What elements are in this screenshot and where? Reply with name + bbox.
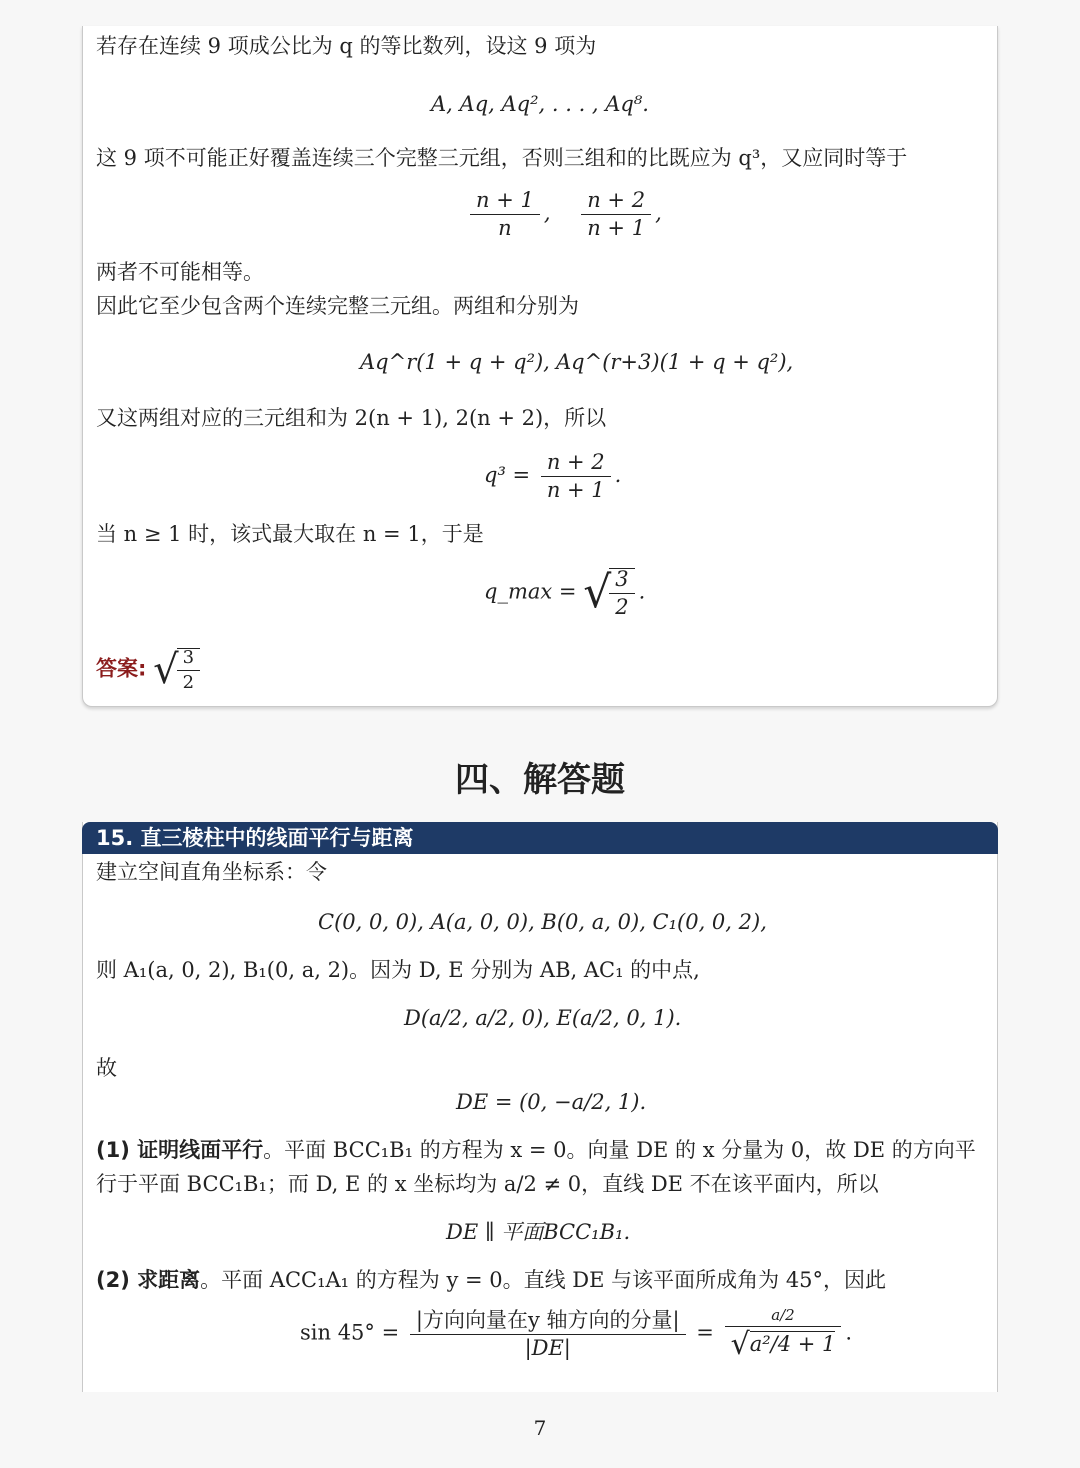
section-title: 四、解答题 <box>455 760 625 800</box>
fraction-numerator: |方向向量在y 轴方向的分量| <box>410 1310 686 1335</box>
formula-lhs: q_max = <box>484 579 577 604</box>
formula-q-cubed: q³ = $\frac{n + 2}{n + 1}$ . <box>484 450 622 502</box>
formula-fractions: $\frac{n + 1}{n}$ , $\frac{n + 2}{n + 1}$ , <box>466 190 662 239</box>
formula-parallel: DE ∥ 平面BCC₁B₁. <box>446 1220 631 1244</box>
formula-lhs: q³ = <box>484 463 531 487</box>
fraction-numerator: 3 <box>609 569 634 594</box>
text-line <box>96 1270 886 1291</box>
fraction-numerator: n + 2 <box>581 190 651 215</box>
formula-group-sum-2: Aq^(r+3)(1 + q + q²), <box>556 350 794 374</box>
formula-sin45: sin 45° = $\frac{\text{|方向向量在y 轴方向的分量|}}{|DE|}$ = $\frac{a/2}{\text{√a²/4 + 1}}$ . <box>300 1306 853 1362</box>
text-line: 建立空间直角坐标系：令 <box>96 860 327 884</box>
formula-coordinates: C(0, 0, 0), A(a, 0, 0), B(0, a, 0), C₁(0, 0, 2), <box>318 910 767 934</box>
fraction-numerator: a/2 <box>725 1308 842 1327</box>
answer-label: 答案: <box>96 656 147 681</box>
cube-root-sign: √ <box>583 567 612 618</box>
cube-root-sign: √ <box>153 647 179 693</box>
formula-sequence: A, Aq, Aq², . . . , Aq⁸. <box>431 92 649 116</box>
formula-midpoints: D(a/2, a/2, 0), E(a/2, 0, 1). <box>404 1006 682 1030</box>
text-line <box>96 1140 976 1161</box>
text-line: 则 A₁(a, 0, 2), B₁(0, a, 2)。因为 D, E 分别为 AB, AC₁ 的中点, <box>96 958 700 982</box>
fraction-denominator: √a²/4 + 1 <box>730 1327 836 1362</box>
part1-label: (1) 证明线面平行 <box>96 1138 264 1162</box>
formula-group-sum-1: Aq^r(1 + q + q²), <box>360 350 550 374</box>
fraction-denominator: n + 1 <box>587 216 646 240</box>
part2-text: 。平面 ACC₁A₁ 的方程为 y = 0。直线 DE 与该平面所成角为 45°，因此 <box>200 1268 887 1292</box>
page-number: 7 <box>533 1416 547 1440</box>
text-line: 两者不可能相等。 <box>96 260 264 284</box>
fraction-rhs <box>725 1308 842 1360</box>
formula-q-max: q_max = √ $\frac{3}{2}$ . <box>484 567 646 619</box>
text-line: 当 n ≥ 1 时，该式最大取在 n = 1，于是 <box>96 522 484 546</box>
formula-lhs: sin 45° = <box>300 1320 400 1345</box>
answer-line <box>96 648 204 692</box>
fraction-numerator: n + 1 <box>470 190 540 215</box>
text-line: 若存在连续 9 项成公比为 q 的等比数列，设这 9 项为 <box>96 34 597 58</box>
problem-header <box>82 822 998 854</box>
text-line: 行于平面 BCC₁B₁；而 D, E 的 x 坐标均为 a/2 ≠ 0，直线 DE 不在该平面内，所以 <box>96 1172 879 1196</box>
text-line: 这 9 项不可能正好覆盖连续三个完整三元组，否则三组和的比既应为 q³，又应同时等于 <box>96 146 908 170</box>
text-line: 故 <box>96 1056 117 1080</box>
part2-label: (2) 求距离 <box>96 1268 201 1292</box>
fraction-denominator: n + 1 <box>546 478 605 502</box>
formula-vector-de: DE = (0, −a/2, 1). <box>456 1090 647 1114</box>
fraction-denominator: |DE| <box>524 1335 571 1360</box>
fraction-denominator: n <box>498 216 512 240</box>
problem-title: 15. 直三棱柱中的线面平行与距离 <box>96 826 414 850</box>
fraction-denominator: 2 <box>615 595 629 619</box>
equals-sign: = <box>696 1320 714 1345</box>
fraction-numerator: 3 <box>177 649 200 671</box>
fraction-denominator: 2 <box>182 672 195 693</box>
part1-text: 。平面 BCC₁B₁ 的方程为 x = 0。向量 DE 的 x 分量为 0，故 DE 的方向平 <box>263 1138 976 1162</box>
text-line: 因此它至少包含两个连续完整三元组。两组和分别为 <box>96 294 579 318</box>
text-line: 又这两组对应的三元组和为 2(n + 1), 2(n + 2)，所以 <box>96 406 607 430</box>
fraction-numerator: n + 2 <box>541 452 611 477</box>
